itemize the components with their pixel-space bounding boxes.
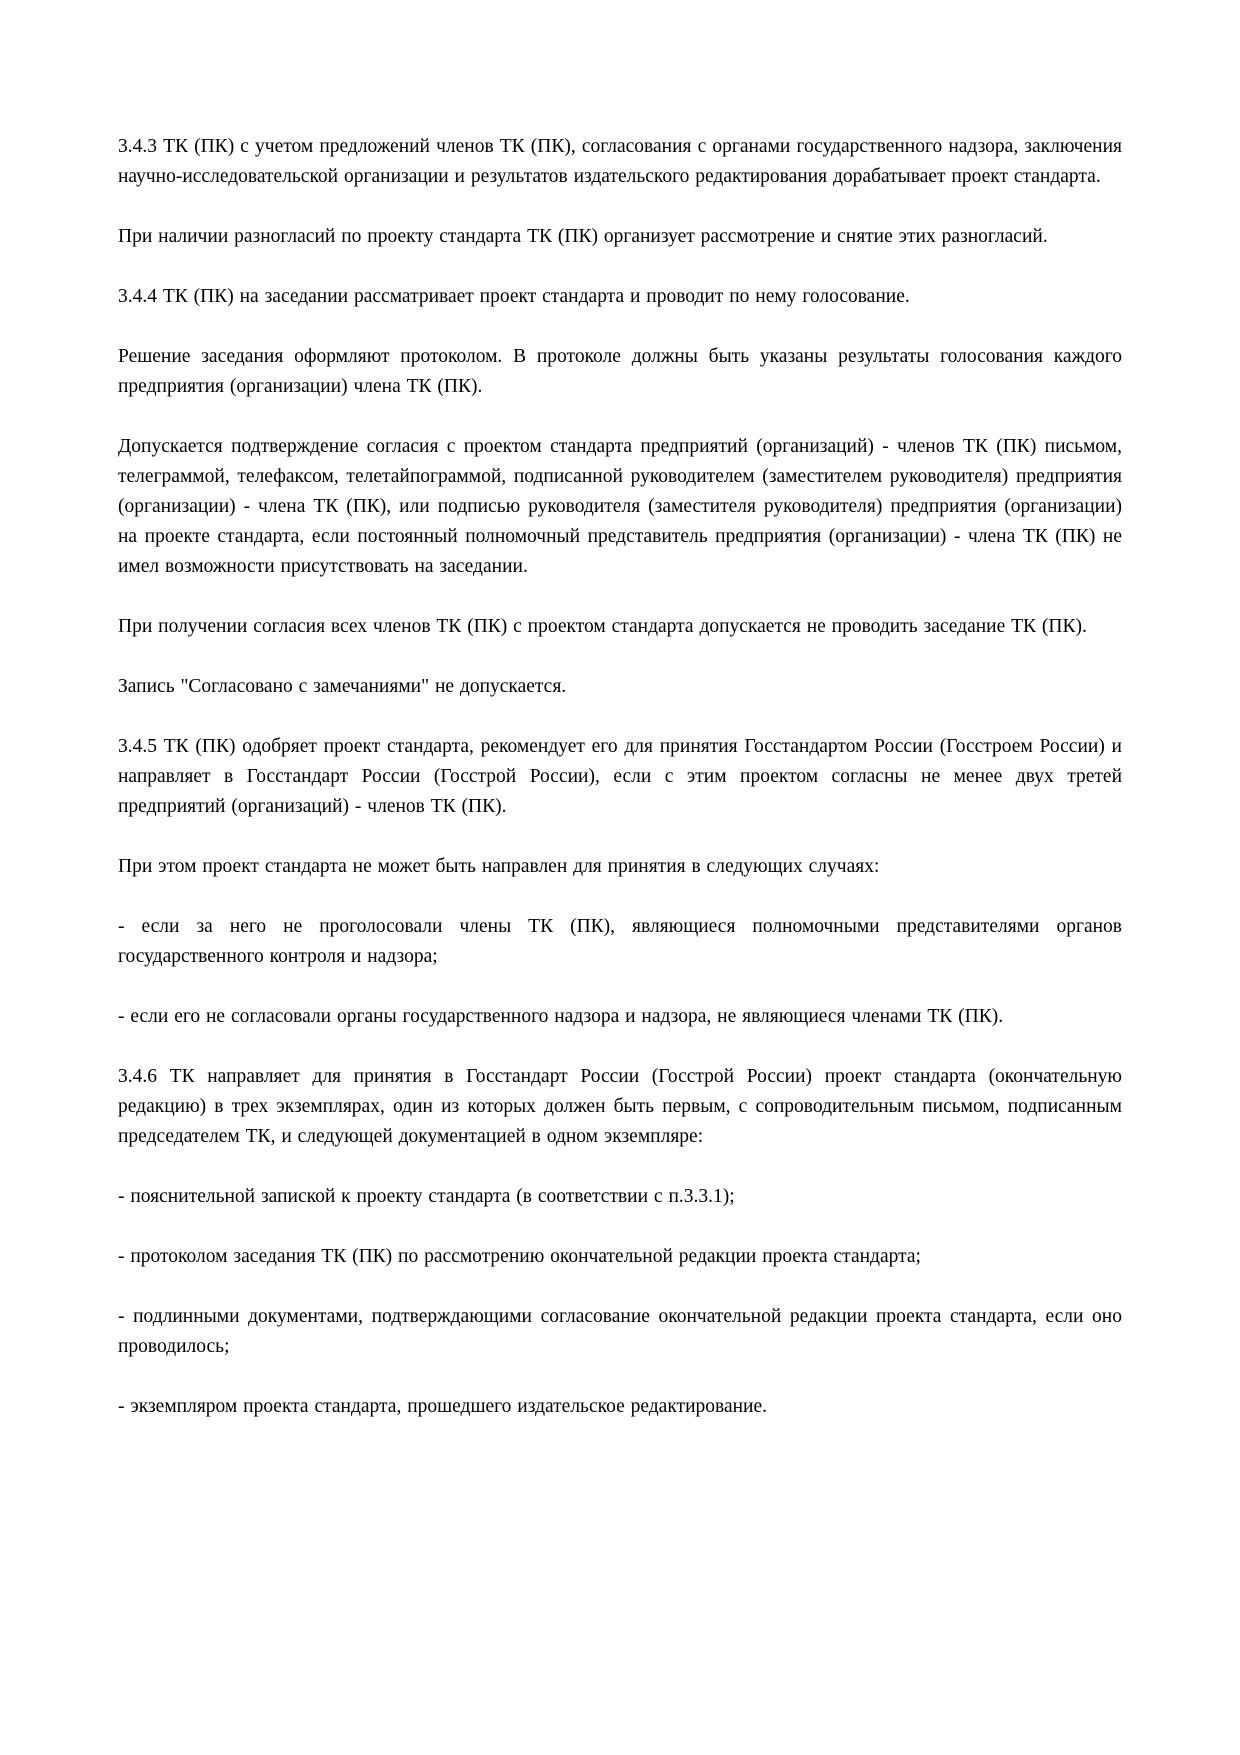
paragraph-cases-intro: При этом проект стандарта не может быть направлен для принятия в следующих случаях: — [118, 856, 880, 877]
paragraph-consent-confirmation: Допускается подтверждение согласия с проектом стандарта предприятий (организаций) - членов ТК (ПК) письмом, телеграммой, телефаксом, телетайпограммой, подписанной руководителем (заместителем руководителя) предприятия (организации) - члена ТК (ПК), или подписью руководителя (заместителя руководителя) предприятия (организации) на проекте стандарта, если постоянный полномочный представитель предприятия (организации) - члена ТК (ПК) не имел возможности присутствовать на заседании. — [118, 436, 1122, 577]
list-item-meeting-minutes: - протоколом заседания ТК (ПК) по рассмотрению окончательной редакции проекта стандарта; — [118, 1246, 921, 1267]
paragraph-3-4-5: 3.4.5 ТК (ПК) одобряет проект стандарта, рекомендует его для принятия Госстандартом России (Госстроем России) и направляет в Госстандарт России (Госстрой России), если с этим проектом согласны не менее двух третей предприятий (организаций) - членов ТК (ПК). — [118, 736, 1122, 817]
paragraph-disagreements: При наличии разногласий по проекту стандарта ТК (ПК) организует рассмотрение и снятие этих разногласий. — [118, 226, 1048, 247]
list-item-explanatory-note: - пояснительной запиской к проекту стандарта (в соответствии с п.3.3.1); — [118, 1186, 735, 1207]
paragraph-no-remarks-note: Запись "Согласовано с замечаниями" не допускается. — [118, 676, 567, 697]
paragraph-3-4-6: 3.4.6 ТК направляет для принятия в Госстандарт России (Госстрой России) проект стандарта (окончательную редакцию) в трех экземплярах, один из которых должен быть первым, с сопроводительным письмом, подписанным председателем ТК, и следующей документацией в одном экземпляре: — [118, 1066, 1122, 1147]
list-item-not-voted: - если за него не проголосовали члены ТК (ПК), являющиеся полномочными представителями органов государственного контроля и надзора; — [118, 916, 1122, 967]
list-item-edited-copy: - экземпляром проекта стандарта, прошедшего издательское редактирование. — [118, 1396, 768, 1417]
paragraph-3-4-4: 3.4.4 ТК (ПК) на заседании рассматривает проект стандарта и проводит по нему голосование. — [118, 286, 910, 307]
paragraph-3-4-3: 3.4.3 ТК (ПК) с учетом предложений членов ТК (ПК), согласования с органами государственного надзора, заключения научно-исследовательской организации и результатов издательского редактирования дорабатывает проект стандарта. — [118, 136, 1122, 187]
paragraph-meeting-protocol: Решение заседания оформляют протоколом. В протоколе должны быть указаны результаты голосования каждого предприятия (организации) члена ТК (ПК). — [118, 346, 1122, 397]
list-item-not-agreed: - если его не согласовали органы государственного надзора и надзора, не являющиеся членами ТК (ПК). — [118, 1006, 1004, 1027]
list-item-original-documents: - подлинными документами, подтверждающими согласование окончательной редакции проекта стандарта, если оно проводилось; — [118, 1306, 1122, 1357]
paragraph-all-members-consent: При получении согласия всех членов ТК (ПК) с проектом стандарта допускается не проводить заседание ТК (ПК). — [118, 616, 1087, 637]
